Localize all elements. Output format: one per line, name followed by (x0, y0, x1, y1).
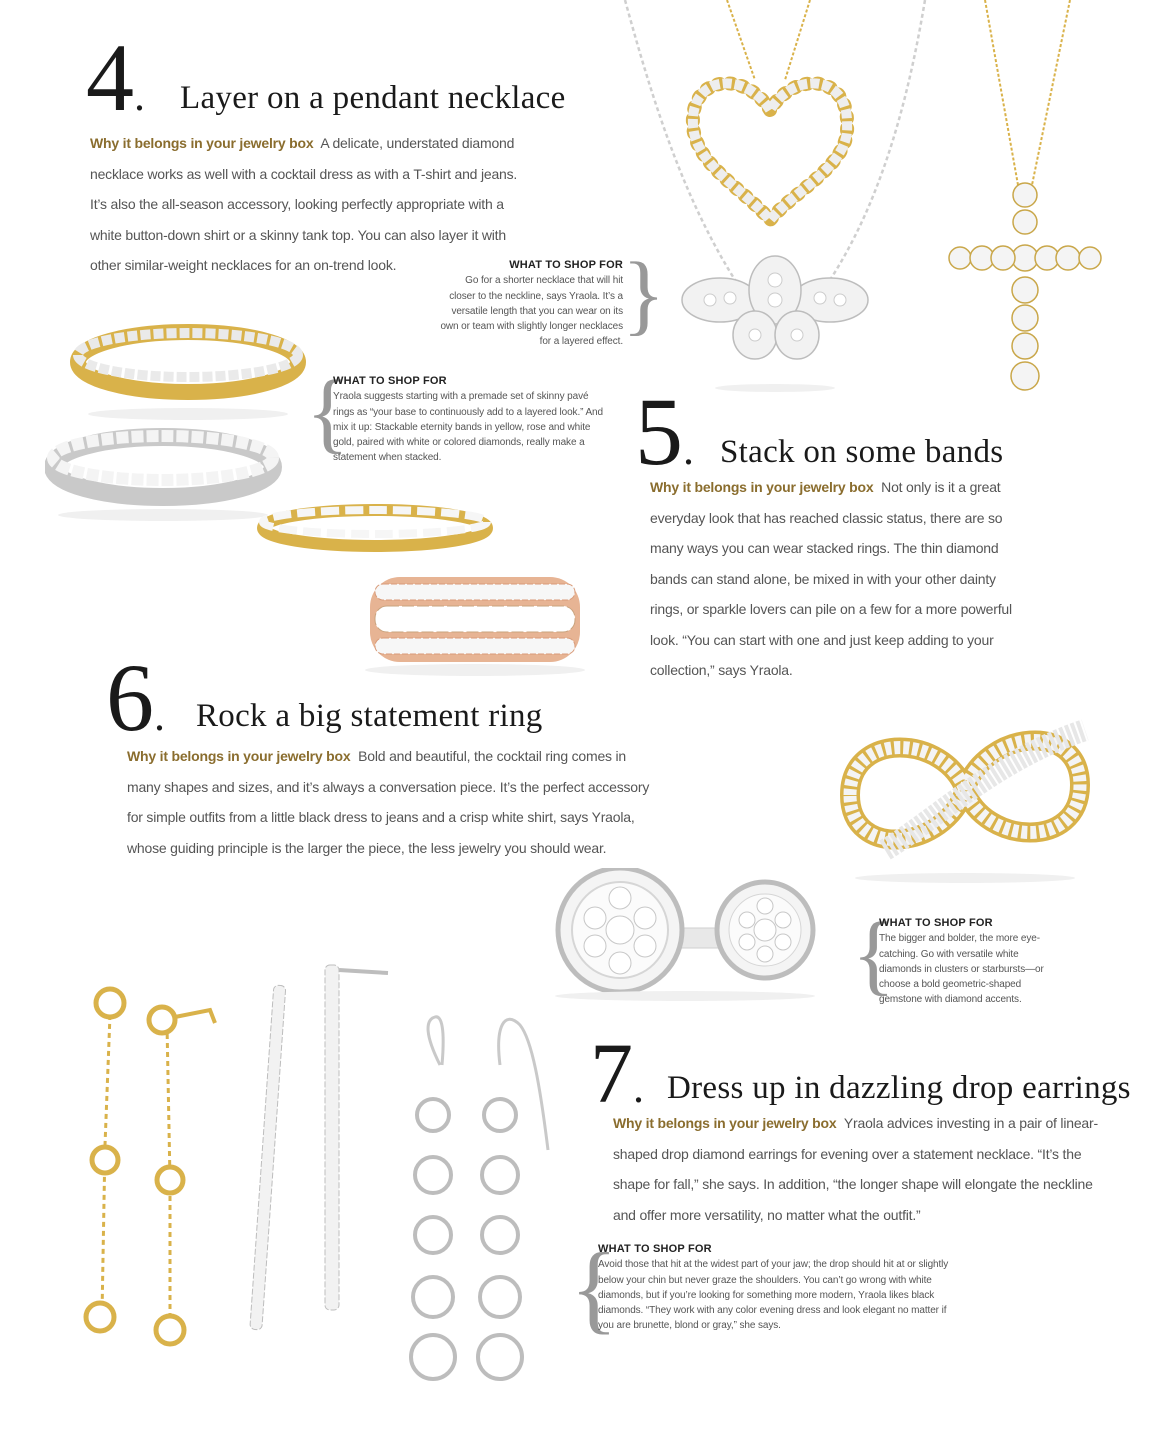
section-4-body-text: A delicate, understated diamond necklace works as well with a cocktail dress as with a T-shirt and jeans. It’s also the all-season accessory, looking perfectly appropriate with a white button-down shirt or a skinny tank top. You can also layer it with other similar-weight necklaces for an on-trend look. (90, 135, 518, 273)
shop-title: WHAT TO SHOP FOR (879, 917, 993, 929)
shop-title: WHAT TO SHOP FOR (598, 1243, 712, 1255)
section-5-body (650, 472, 1025, 686)
section-5-title: Stack on some bands (720, 434, 1004, 470)
section-4-number: 4. (86, 24, 145, 131)
shop-title: WHAT TO SHOP FOR (333, 375, 447, 387)
section-6-shop (879, 916, 1059, 1008)
section-6-title: Rock a big statement ring (196, 698, 543, 734)
section-7-number: 7. (590, 1025, 644, 1121)
closing-brace: } (622, 245, 666, 344)
section-5-body-text: Not only is it a great everyday look that has reached classic status, there are so many ways you can wear stacked rings. The thin diamond bands can stand alone, be mixed in with your other dainty rings, or sparkle lovers can pile on a few for a more powerful look. “You can start with one and just keep adding to your collection,” says Yraola. (650, 479, 1012, 678)
shop-title: WHAT TO SHOP FOR (509, 259, 623, 271)
section-7-body-text: Yraola advices investing in a pair of linear-shaped drop diamond earrings for evening over a statement necklace. “It’s the shape for fall,” she says. In addition, “the longer shape will elongate the neckline and offer more versatility, no matter what the outfit.” (613, 1115, 1098, 1223)
drop-earrings-image (70, 955, 560, 1395)
heart-necklace-image (615, 0, 935, 400)
shop-text: Avoid those that hit at the widest part of your jaw; the drop should hit at or slightly below your chin but never graze the shoulders. You can’t go wrong with white diamonds, but if you’re looking for something more modern, Yraola likes black diamonds. “They work with any color evening dress and look elegant no matter if you are brunette, blond or gray,” she says. (598, 1259, 949, 1332)
cluster-stud-earrings-image (535, 868, 825, 1003)
section-4-title: Layer on a pendant necklace (180, 80, 566, 116)
cross-necklace-image (940, 0, 1110, 410)
section-6-number: 6. (106, 644, 165, 751)
stacked-bands-image (45, 322, 590, 680)
section-6-body (127, 741, 657, 863)
section-6-body-text: Bold and beautiful, the cocktail ring comes in many shapes and sizes, and it’s always a conversation piece. It’s the perfect accessory for simple outfits from a little black dress to jeans and a crisp white shirt, says Yraola, whose guiding principle is the larger the piece, the less jewelry you should wear. (127, 748, 650, 856)
opening-brace: { (570, 1232, 618, 1343)
section-5-number: 5. (635, 378, 694, 485)
why-label: Why it belongs in your jewelry box (613, 1115, 837, 1131)
shop-text: The bigger and bolder, the more eye-catching. Go with versatile white diamonds in clusters or starbursts—or choose a bold geometric-shaped gemstone with diamond accents. (879, 933, 1044, 1006)
why-label: Why it belongs in your jewelry box (650, 479, 874, 495)
opening-brace: { (306, 363, 350, 462)
shop-text: Yraola suggests starting with a premade set of skinny pavé rings as “your base to continuously add to a layered look.” And mix it up: Stackable eternity bands in yellow, rose and white gold, paired with white or colored diamonds, really make a statement when stacked. (333, 391, 603, 464)
infinity-ring-image (825, 700, 1105, 885)
why-label: Why it belongs in your jewelry box (90, 135, 314, 151)
opening-brace: { (852, 905, 896, 1004)
section-7-shop (598, 1242, 953, 1334)
shop-text: Go for a shorter necklace that will hit closer to the neckline, says Yraola. It’s a versatile length that you can wear on its own or team with slightly longer necklaces for a layered effect. (440, 275, 623, 348)
section-7-body (613, 1108, 1098, 1230)
section-7-title: Dress up in dazzling drop earrings (667, 1070, 1131, 1106)
why-label: Why it belongs in your jewelry box (127, 748, 351, 764)
